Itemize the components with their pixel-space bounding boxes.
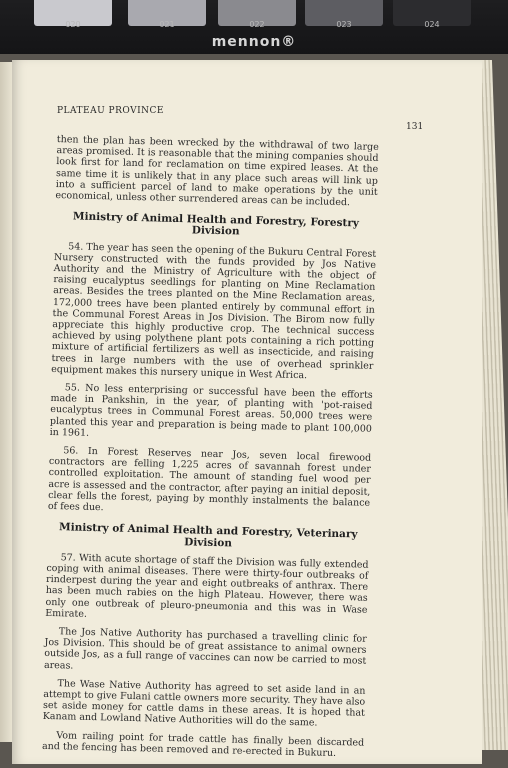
- page-content: [42, 134, 379, 767]
- paragraph: The Wase Native Authority has agreed to set aside land in an attempt to give Fulani cattle owners more security. They have also set aside money for cattle dams in these areas. It is hoped that Kanam and Lowland Native Authorities will do the same.: [42, 677, 366, 729]
- brand-logo: mennon®: [211, 34, 297, 50]
- section-heading: Ministry of Animal Health and Forestry, Forestry Division: [72, 210, 360, 238]
- paragraph: then the plan has been wrecked by the withdrawal of two large areas promised. It is reasonable that the mining companies should look first for land for reclamation on time expired leases. At the same time it is unlikely that in any place such areas will link up into a sufficient parcel of land to make operations by the unit economical, unless other surrendered areas can be included.: [55, 134, 379, 209]
- running-header: PLATEAU PROVINCE: [57, 106, 164, 116]
- book-page: [12, 60, 482, 764]
- paragraph: 54. The year has seen the opening of the Bukuru Central Forest Nursery constructed with the funds provided by Jos Native Authority and the Ministry of Agriculture with the object of raising eucalyptus seedlings for planting on Mine Reclamation areas. Besides the trees planted on the Mine Reclamation areas, 172,000 trees have been planted entirely by communal effort in the Communal Forest Areas in Jos Division. The Birom now fully appreciate this highly productive crop. The technical success achieved by using polythene plant pots containing a rich potting mixture of artificial fertilizers as well as insecticide, and raising trees in large numbers with the use of overhead sprinkler equipment makes this nursery unique in West Africa.: [51, 240, 377, 382]
- section-heading: Ministry of Animal Health and Forestry, Veterinary Division: [58, 521, 358, 549]
- color-calibration-strip: [0, 0, 508, 56]
- page-number: 131: [406, 122, 424, 132]
- swatch-label: 020: [65, 20, 81, 29]
- paragraph: The Jos Native Authority has purchased a travelling clinic for Jos Division. This should be of great assistance to animal owners outside Jos, as a full range of vaccines can now be carried to most areas.: [43, 626, 367, 672]
- paragraph: 57. With acute shortage of staff the Division was fully extended coping with animal diseases. There were thirty-four outbreaks of rinderpest during the year and eight outbreaks of anthrax. There has been much rabies on the high Plateau. However, there was only one outbreak of pleuro-pneumonia and this was in Wase Emirate.: [45, 551, 369, 620]
- paragraph: 55. No less enterprising or successful have been the efforts made in Pankshin, in the year, of planting with 'pot-raised eucalyptus trees in Communal Forest areas. 50,000 trees were planted this year and preparation is being made to plant 100,000 in 1961.: [49, 382, 373, 439]
- paragraph: Vom railing point for trade cattle has finally been discarded and the fencing has been removed and re-erected in Bukuru.: [41, 729, 365, 759]
- swatch-label: 024: [424, 20, 440, 29]
- paragraph: 56. In Forest Reserves near Jos, seven local firewood contractors are felling 1,225 acres of savannah forest under controlled exploitation. The amount of standing fuel wood per acre is assessed and the contractor, after paying an initial deposit, clear fells the forest, paying by monthly instalments the balance of fees due.: [47, 445, 372, 514]
- swatch-label: 021: [159, 20, 175, 29]
- swatch-label: 023: [336, 20, 352, 29]
- swatch-label: 022: [249, 20, 265, 29]
